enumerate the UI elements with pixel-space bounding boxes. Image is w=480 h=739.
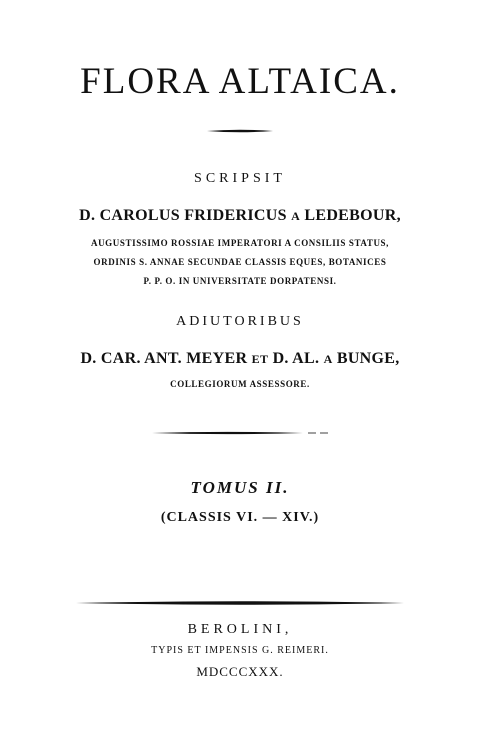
imprint-year: MDCCCXXX. (196, 664, 284, 679)
imprint-printer: TYPIS ET IMPENSIS G. REIMERI. (151, 645, 329, 656)
coauthor-bunge-prefix: D. AL. (272, 350, 320, 367)
ornamental-rule-1 (0, 128, 480, 134)
author-name (0, 207, 480, 225)
coauthor-names (0, 350, 480, 368)
ornamental-rule-3 (0, 599, 480, 607)
adiutoribus-label: ADIUTORIBUS (176, 314, 304, 329)
volume-number: TOMUS II. (190, 478, 290, 497)
author-affiliation-line-1: AUGUSTISSIMO ROSSIAE IMPERATORI A CONSILIIS STATUS, (90, 238, 389, 248)
coauthor-conjunction: ET (251, 352, 269, 366)
coauthor-bunge-surname: BUNGE, (336, 350, 400, 367)
author-particle: A (291, 209, 301, 223)
coauthor-title: COLLEGIORUM ASSESSORE. (170, 379, 310, 389)
coauthor-particle: A (323, 352, 333, 366)
scripsit-label: SCRIPSIT (194, 171, 286, 186)
imprint-place: BEROLINI, (187, 622, 293, 637)
author-forenames: D. CAROLUS FRIDERICUS (79, 207, 287, 224)
author-affiliation-line-3: P. P. O. IN UNIVERSITATE DORPATENSI. (143, 276, 337, 286)
ornamental-rule-2 (0, 430, 480, 436)
volume-classes: (CLASSIS VI. — XIV.) (160, 510, 320, 525)
author-affiliation-line-2: ORDINIS S. ANNAE SECUNDAE CLASSIS EQUES, BOTANICES (93, 257, 387, 267)
coauthor-meyer: D. CAR. ANT. MEYER (80, 350, 248, 367)
book-title: FLORA ALTAICA. (80, 61, 400, 102)
author-surname: LEDEBOUR, (304, 207, 401, 224)
